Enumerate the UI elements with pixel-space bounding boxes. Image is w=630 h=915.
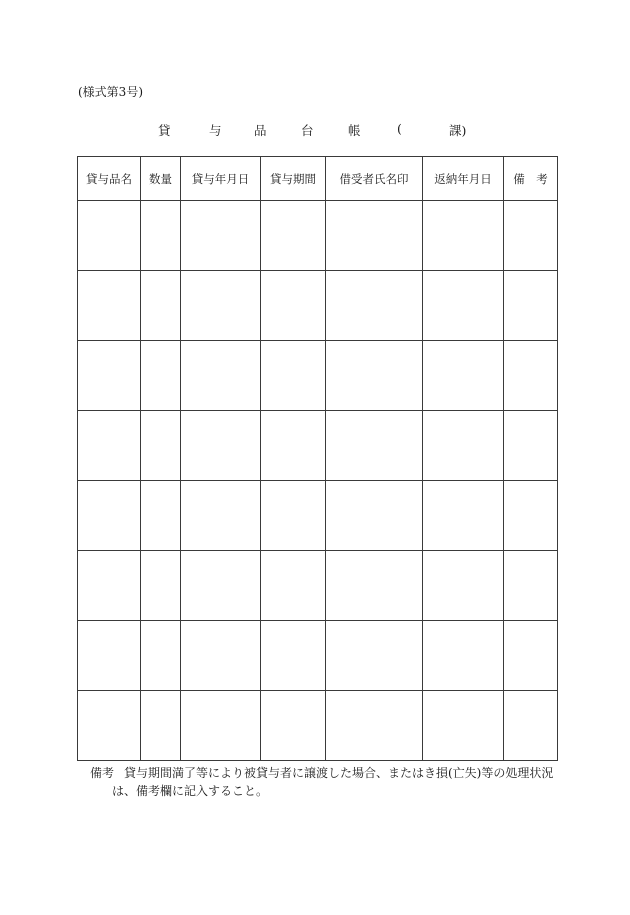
footnote bbox=[90, 764, 590, 800]
title-char-3: 品 bbox=[254, 123, 267, 138]
table-cell bbox=[504, 271, 558, 341]
table-cell bbox=[504, 691, 558, 761]
table-cell bbox=[504, 551, 558, 621]
footnote-text-1: 貸与期間満了等により被貸与者に譲渡した場合、またはき損(亡失)等の処理状況 bbox=[124, 766, 554, 780]
table-cell bbox=[181, 271, 261, 341]
ledger-table bbox=[77, 156, 558, 761]
table-cell bbox=[261, 411, 326, 481]
table-cell bbox=[181, 411, 261, 481]
table-cell bbox=[326, 411, 423, 481]
table-cell bbox=[261, 621, 326, 691]
col-header-quantity: 数量 bbox=[141, 157, 181, 201]
col-header-return-date: 返納年月日 bbox=[423, 157, 504, 201]
table-cell bbox=[181, 691, 261, 761]
table-row bbox=[78, 201, 558, 271]
table-cell bbox=[261, 691, 326, 761]
table-row bbox=[78, 341, 558, 411]
table-cell bbox=[504, 411, 558, 481]
table-cell bbox=[78, 691, 141, 761]
footnote-line-2: は、備考欄に記入すること。 bbox=[112, 784, 269, 798]
table-row bbox=[78, 691, 558, 761]
title-char-1: 貸 bbox=[158, 123, 171, 138]
col-header-loan-date: 貸与年月日 bbox=[181, 157, 261, 201]
header-row bbox=[78, 157, 558, 201]
table-cell bbox=[181, 481, 261, 551]
ledger-body bbox=[78, 201, 558, 761]
table-cell bbox=[423, 271, 504, 341]
table-cell bbox=[181, 551, 261, 621]
table-cell bbox=[78, 621, 141, 691]
footnote-line-1 bbox=[90, 764, 590, 782]
table-cell bbox=[261, 201, 326, 271]
table-cell bbox=[504, 481, 558, 551]
table-cell bbox=[78, 481, 141, 551]
title-open-paren: ( bbox=[397, 121, 402, 136]
table-cell bbox=[423, 621, 504, 691]
table-cell bbox=[504, 621, 558, 691]
table-cell bbox=[141, 621, 181, 691]
table-cell bbox=[423, 481, 504, 551]
table-cell bbox=[326, 201, 423, 271]
table-row bbox=[78, 551, 558, 621]
document-title bbox=[0, 121, 630, 139]
table-cell bbox=[78, 271, 141, 341]
table-cell bbox=[261, 341, 326, 411]
title-section-label: 課) bbox=[449, 123, 467, 138]
table-cell bbox=[326, 271, 423, 341]
table-cell bbox=[141, 411, 181, 481]
table-cell bbox=[78, 551, 141, 621]
title-char-4: 台 bbox=[301, 123, 314, 138]
table-cell bbox=[78, 201, 141, 271]
table-cell bbox=[141, 271, 181, 341]
table-cell bbox=[423, 341, 504, 411]
table-row bbox=[78, 481, 558, 551]
col-header-remarks: 備 考 bbox=[504, 157, 558, 201]
title-char-5: 帳 bbox=[348, 123, 361, 138]
table-cell bbox=[261, 551, 326, 621]
table-cell bbox=[326, 481, 423, 551]
table-cell bbox=[261, 481, 326, 551]
table-cell bbox=[141, 341, 181, 411]
table-cell bbox=[78, 341, 141, 411]
table-cell bbox=[261, 271, 326, 341]
table-cell bbox=[423, 551, 504, 621]
table-row bbox=[78, 411, 558, 481]
col-header-borrower-seal: 借受者氏名印 bbox=[326, 157, 423, 201]
table-cell bbox=[504, 201, 558, 271]
table-cell bbox=[423, 691, 504, 761]
table-cell bbox=[423, 201, 504, 271]
form-number: (様式第3号) bbox=[78, 85, 143, 99]
table-cell bbox=[141, 691, 181, 761]
table-cell bbox=[78, 411, 141, 481]
table-cell bbox=[141, 481, 181, 551]
title-char-2: 与 bbox=[209, 123, 222, 138]
table-cell bbox=[141, 201, 181, 271]
table-cell bbox=[181, 201, 261, 271]
col-header-loan-period: 貸与期間 bbox=[261, 157, 326, 201]
table-cell bbox=[423, 411, 504, 481]
table-cell bbox=[326, 551, 423, 621]
footnote-label: 備考 bbox=[90, 766, 115, 780]
table-cell bbox=[181, 621, 261, 691]
table-cell bbox=[181, 341, 261, 411]
table-cell bbox=[326, 341, 423, 411]
col-header-item-name: 貸与品名 bbox=[78, 157, 141, 201]
table-row bbox=[78, 271, 558, 341]
table-row bbox=[78, 621, 558, 691]
table-cell bbox=[326, 691, 423, 761]
table-cell bbox=[504, 341, 558, 411]
table-cell bbox=[141, 551, 181, 621]
table-cell bbox=[326, 621, 423, 691]
